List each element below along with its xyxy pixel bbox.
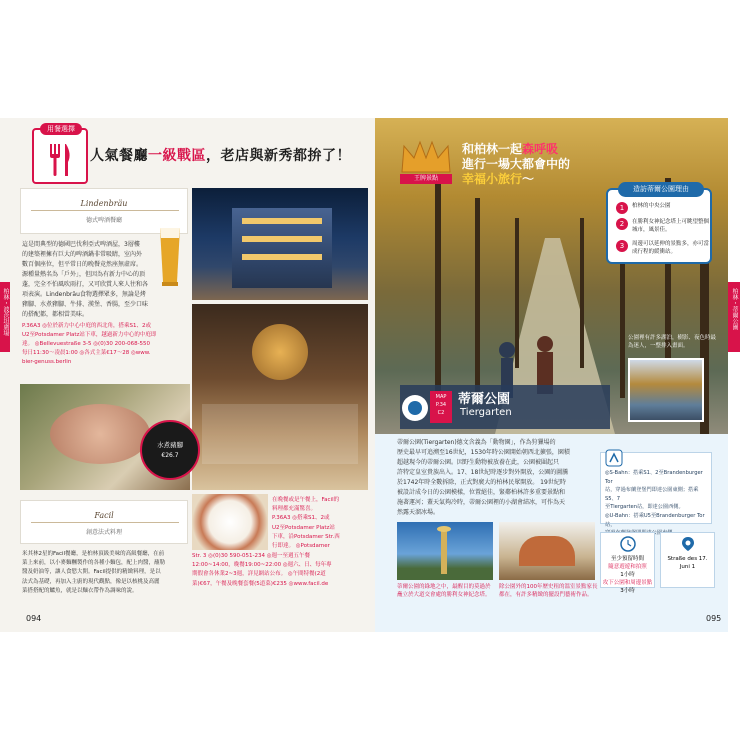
banner-line-1-text: 和柏林一起: [462, 142, 523, 156]
why-number-3: 3: [616, 240, 628, 252]
desc-line: 數百個座位，但平常日的晚餐竟然座無虛席。: [22, 261, 143, 268]
body-line: 施著運河；蓋天氣夠冷時，蒂爾公園裡的小湖會結冰，可作為天: [397, 499, 566, 506]
info-line: P.36A3 ◎搭乘S1、2或: [272, 515, 330, 522]
info-line: Str. 3 ◎(0)30 590-051-234 ◎週一至週五午餐: [192, 553, 310, 559]
why-item-3: [616, 240, 712, 256]
facil-info-cont: [192, 552, 370, 589]
address-line-1: Straße des 17.: [667, 556, 708, 562]
body-line: 於1742年時全數拆除，正式對廣大的柏林民眾開放。 19世紀時: [397, 479, 566, 486]
desc-line: 項表演。Lindenbräu食物選擇眾多，無論是烤: [22, 291, 146, 298]
lake-photo: [628, 358, 704, 422]
headline-part-1: 人氣餐廳: [90, 148, 148, 164]
body-line: 蒂爾公園(Tiergarten)德文含義為「動物園」，作為狩獵場的: [397, 439, 556, 446]
beer-glass-photo: [150, 222, 190, 292]
route-icon: [605, 449, 623, 467]
lindenbrau-exterior-photo: [192, 188, 368, 300]
crown-icon: [398, 138, 454, 178]
location-pin-icon: [680, 536, 696, 552]
info-line: 行即達。 ◎Potsdamer: [272, 543, 330, 550]
victory-column-photo: [397, 522, 493, 580]
info-line: 下車，沿Potsdamer Str.西: [272, 533, 340, 540]
body-line: 被設計成今日的公園模樣，位置絕佳，緊鄰柏林許多重要景點和: [397, 489, 566, 496]
time-option-1: 隨意遊遊和拍照: [608, 564, 647, 570]
banner-highlight-2: 幸福小旅行: [462, 172, 523, 186]
headline-part-2: ，老店與新秀都拚了！: [206, 148, 351, 164]
desc-line: 蓬，完全不怕風吹雨打，又可欣賞人來人往和各: [22, 281, 149, 288]
facil-description: [22, 550, 190, 596]
banner-line-2: 進行一場大都會中的: [462, 157, 571, 171]
info-line: P.36A3 ◎位於新力中心中庭的西北角，搭乘S1、2或: [22, 323, 152, 329]
transport-line: ◎U-Bahn：搭乘U5至Brandenburger Tor站，: [605, 512, 705, 528]
desc-line: 法式為基礎，再加入主廚的現代觀點，像是以核桃及高麗: [22, 578, 160, 585]
card-divider: [31, 522, 179, 523]
body-line: 歷史最早可追溯至16世紀，1530年時公園開始朝西北擴張，園積: [397, 449, 570, 456]
fork-knife-icon: [34, 132, 86, 184]
address-card: [660, 532, 715, 588]
address-line-2: Juni 1: [679, 564, 696, 570]
info-line: 菜)€67，午餐及晚餐套餐(5道菜)€235 ◎www.facil.de: [192, 580, 329, 587]
desc-line: 豬腳、水煮豬腳、牛排、漢堡、香腸，至少口味: [22, 301, 149, 308]
why-item-2: [616, 218, 712, 234]
lindenbrau-description: [22, 240, 150, 320]
right-side-tab-label: 柏林・蒂爾公園: [731, 288, 738, 330]
info-line: 12:00~14:00，晚餐19:00~22:00 ◎週六、日、每年專: [192, 562, 332, 569]
left-page-number: 094: [26, 614, 42, 623]
info-line: 料理都充滿驚喜。: [272, 506, 317, 513]
park-description: [397, 438, 593, 518]
left-side-tab: [0, 282, 10, 352]
info-line: bier-genuss.berlin: [22, 359, 72, 365]
why-visit-box: [606, 185, 712, 264]
info-line: U2至Potsdamer Platz站下車，越過新力中心的中庭即: [22, 332, 157, 338]
map-ref-label: MAP: [435, 394, 447, 400]
time-needed-card: [600, 532, 655, 594]
lindenbrau-subtitle: 德式啤酒餐廳: [85, 217, 122, 224]
desc-line: 的搭配都，都相當美味。: [22, 311, 89, 318]
facil-name: Facil: [94, 511, 114, 520]
body-line: 然露天溜冰場。: [397, 509, 440, 516]
desc-line: 菜搭搭配的鱸魚，就是以麵衣帶作為調味的說。: [22, 587, 138, 594]
why-item-3-text: 周邊可以延伸的景點多，亦可當成行程的緩衝站。: [632, 241, 710, 255]
time-label: 至少預留時間: [610, 556, 644, 562]
why-number-1: 1: [616, 202, 628, 214]
greenhouse-caption: 除公園外的100年歷史租的溫室景點家長 都在，有許多精緻的擺設門藝術作品。: [499, 584, 598, 598]
lindenbrau-name: Lindenbräu: [80, 199, 128, 208]
greenhouse-photo: [499, 522, 595, 580]
transport-line: 至Tiergarten站，即達公園西側。: [605, 504, 684, 511]
victory-column-caption: 蒂爾公園的綠地之中，最醒目的莫過於 矗立於大道交會處的勝利女神紀念塔。: [397, 584, 491, 598]
price-seal: [140, 420, 200, 480]
right-side-tab: [728, 282, 740, 352]
transport-box: [600, 452, 712, 528]
desc-line: 醬及奶油等，讓人食慾大開。Facil提供的精緻料理，是以: [22, 569, 161, 576]
left-side-tab-label: 柏林・波茨坦廣場: [2, 288, 9, 336]
lake-photo-caption: 公園裡有許多湖泊，樹影、夜色時最 為迷人，一整排入畫面。: [628, 335, 717, 349]
desc-line: 源種量熱名為「戶外」，但因為有新力中心的頂: [22, 271, 146, 278]
lindenbrau-info: [22, 322, 190, 367]
facil-subtitle: 創意法式料理: [85, 529, 122, 536]
why-item-1-text: 柏林的中央公園: [632, 203, 671, 209]
eye-icon: [402, 395, 428, 421]
left-headline: [90, 145, 351, 165]
facil-info: [272, 496, 372, 551]
body-line: 超越現今的蒂爾公園。因野生動物被放養在此，公園被圍起只: [397, 459, 560, 466]
price-seal-value: €26.7: [161, 452, 179, 459]
transport-line: 站，穿過布蘭登堡門即達公園東側；搭乘S5、7: [605, 487, 699, 502]
time-option-2: 攻下公園和周邊景點: [602, 580, 653, 586]
clock-icon: [620, 536, 636, 552]
dining-badge-label: 用餐選擇: [40, 123, 82, 135]
park-name-de: Tiergarten: [460, 407, 512, 418]
why-visit-title: 造訪蒂爾公園理由: [618, 182, 704, 197]
map-ref-page: P.34: [435, 402, 447, 408]
info-line: 期假會各休業2~3週，詳見網站公布。 ◎午間特餐(2道: [192, 571, 326, 578]
why-item-2-text: 在勝利女神紀念塔上可眺望整個城市，風景佳。: [632, 219, 710, 233]
crown-emblem: [398, 138, 454, 186]
facil-card: [20, 500, 188, 544]
transport-text: [605, 469, 709, 538]
headline-highlight: 一級戰區: [148, 148, 206, 164]
dining-badge: [32, 125, 88, 184]
crown-label: 王牌景點: [400, 174, 452, 184]
time-option-2-value: 3小時: [620, 588, 635, 594]
banner-line-3-suffix: ～: [522, 172, 535, 186]
why-item-1: [616, 202, 712, 210]
banner-line-1: [462, 142, 570, 157]
why-number-2: 2: [616, 218, 628, 230]
map-reference: [430, 391, 452, 423]
price-seal-label: 水煮豬腳: [157, 441, 183, 449]
right-page-number: 095: [706, 614, 722, 623]
time-option-1-value: 1小時: [620, 572, 635, 578]
park-name-zh: 蒂爾公園: [458, 392, 511, 407]
card-divider: [31, 210, 179, 211]
info-line: 每日11:30～凌晨1:00 ◎各式主菜€17～28 ◎www.: [22, 350, 151, 356]
desc-line: 菜上來前，以小麥麵糰製作的各種小麵包，配上肉醬，蘸勒: [22, 560, 166, 567]
beer-glass-icon: [150, 222, 190, 292]
info-line: 在晚餐或是午餐上，Facil的: [272, 497, 340, 503]
info-line: U2至Potsdamer Platz站: [272, 524, 335, 531]
lindenbrau-interior-photo: [192, 304, 368, 490]
desc-line: 的建築裡擁有巨大的啤酒鍋非常吸睛，室內外: [22, 251, 143, 258]
body-line: 許特定皇室貴族出入。17、18世紀時逐步對外開放，公園的圖騰: [397, 469, 569, 476]
transport-line: ◎S-Bahn：搭乘S1、2至Brandenburger Tor: [605, 470, 703, 485]
banner-line-3: [462, 172, 570, 187]
info-line: 達。 ◎Bellevuestraße 3-5 ◎(0)30 200-068-550: [22, 341, 151, 347]
facil-dish-photo: [192, 494, 268, 550]
desc-line: 米其林2星的Facil餐廳，是柏林頂級美味的高級餐廳，在前: [22, 551, 165, 557]
map-ref-grid: C2: [437, 410, 445, 416]
banner-title: [462, 142, 570, 187]
banner-highlight-1: 森呼吸: [522, 142, 559, 156]
desc-line: 這是間典型的德國巴伐利亞式啤酒屋，3層樓: [22, 241, 140, 248]
